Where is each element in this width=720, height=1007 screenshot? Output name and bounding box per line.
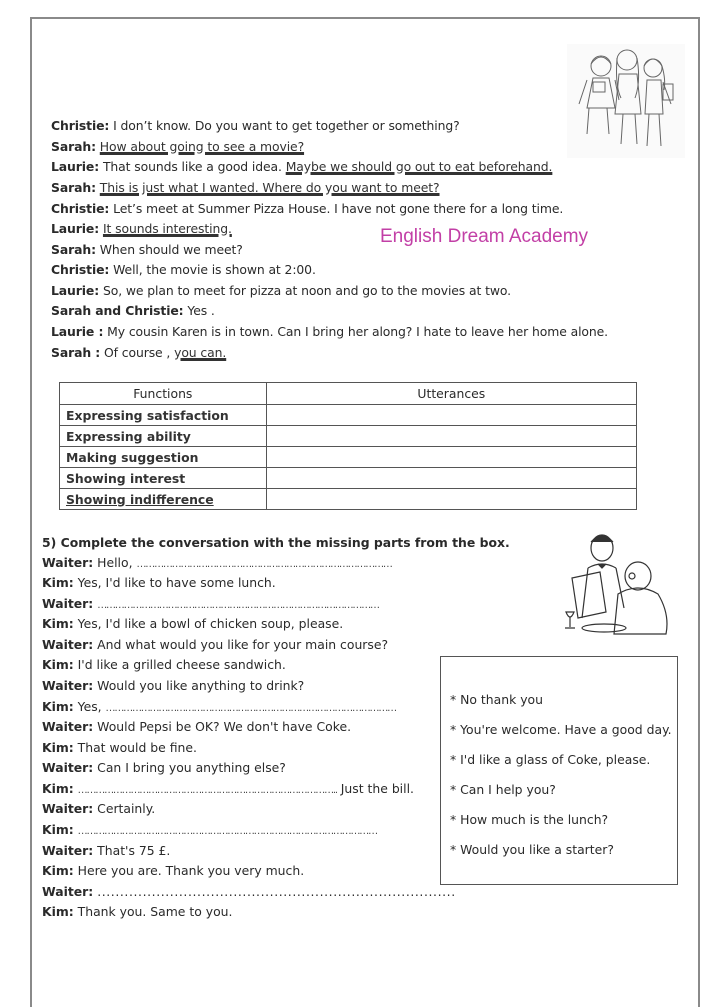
speaker: Sarah: [51, 242, 96, 257]
table-row [60, 426, 637, 447]
speaker: Waiter: [42, 637, 94, 652]
speaker: Sarah and Christie: [51, 303, 184, 318]
speaker: Laurie : [51, 324, 104, 339]
speaker: Christie: [51, 201, 110, 216]
conversation-line: Kim: Yes, ……………………………………………………………………………………… [42, 699, 396, 714]
conversation-line: Kim: I'd like a grilled cheese sandwich. [42, 657, 286, 672]
speaker: Sarah: [51, 139, 96, 154]
conversation-line: Waiter: And what would you like for your main course? [42, 637, 389, 652]
conversation-line: Kim: …………………………………………………………………………….. Just the bill. [42, 781, 414, 796]
function-cell: Expressing ability [60, 426, 267, 447]
function-cell: Showing indifference [60, 489, 267, 510]
conversation-line: Kim: Here you are. Thank you very much. [42, 863, 305, 878]
speaker: Waiter: [42, 719, 94, 734]
underlined-phrase: Maybe we should go out to eat beforehand. [285, 159, 553, 174]
dialogue-line [51, 221, 232, 237]
utterance-cell[interactable] [266, 489, 636, 510]
speaker: Christie: [51, 118, 110, 133]
dialogue-line: Sarah and Christie: Yes . [51, 303, 215, 318]
speaker: Waiter: [42, 678, 94, 693]
speaker: Waiter: [42, 843, 94, 858]
speaker: Waiter: [42, 596, 94, 611]
waiter-and-diner-illustration [552, 528, 682, 638]
option-item: * How much is the lunch? [450, 812, 609, 827]
line-text: I don’t know. Do you want to get together or something? [109, 118, 460, 133]
speaker: Kim: [42, 657, 74, 672]
speaker: Kim: [42, 904, 74, 919]
answer-blank[interactable]: …………………………………………………………………………………… [97, 600, 379, 611]
conversation-line: Waiter: Hello, …………………………………………………………………………… [42, 555, 392, 570]
answer-blank[interactable]: …………………………………………………………………………… [136, 559, 392, 570]
table-row [60, 489, 637, 510]
underlined-phrase: This is just what I wanted. Where do you want to meet? [99, 180, 440, 195]
dialogue-line [51, 139, 304, 155]
three-girls-illustration [567, 44, 685, 158]
option-item: * No thank you [450, 692, 543, 707]
speaker: Sarah: [51, 180, 96, 195]
function-cell: Showing interest [60, 468, 267, 489]
option-item: * Can I help you? [450, 782, 556, 797]
conversation-line [42, 822, 377, 840]
answer-blank[interactable]: …………………………………………………………………………….. [77, 785, 337, 796]
answer-blank[interactable]: ……………………………………………………………………………………… [105, 703, 396, 714]
table-header-row [60, 383, 637, 405]
utterance-cell[interactable] [266, 447, 636, 468]
dialogue-line: Christie: Let’s meet at Summer Pizza House. I have not gone there for a long time. [51, 201, 564, 216]
answer-blank[interactable]: ............................................................................... [97, 884, 456, 899]
utterance-cell[interactable] [266, 405, 636, 426]
dialogue-line: Laurie: That sounds like a good idea. Maybe we should go out to eat beforehand. [51, 159, 553, 174]
header-utterances: Utterances [266, 383, 636, 405]
speaker: Kim: [42, 699, 74, 714]
speaker: Kim: [42, 781, 74, 796]
speaker: Kim: [42, 575, 74, 590]
exercise-5-title: 5) Complete the conversation with the missing parts from the box. [42, 535, 510, 550]
speaker: Waiter: [42, 555, 94, 570]
speaker: Christie: [51, 262, 110, 277]
dialogue-line [51, 180, 440, 196]
conversation-line: Kim: That would be fine. [42, 740, 197, 755]
utterance-cell[interactable] [266, 468, 636, 489]
table-row [60, 468, 637, 489]
speaker: Waiter: [42, 801, 94, 816]
conversation-line: Waiter: Can I bring you anything else? [42, 760, 286, 775]
function-cell: Expressing satisfaction [60, 405, 267, 426]
dialogue-line: Laurie : My cousin Karen is in town. Can I bring her along? I hate to leave her home alone. [51, 324, 609, 339]
conversation-line [42, 596, 379, 614]
conversation-line [42, 884, 456, 900]
header-functions: Functions [60, 383, 267, 405]
speaker: Waiter: [42, 884, 94, 899]
answer-blank[interactable]: ………………………………………………………………………………………… [77, 826, 377, 837]
option-item: * I'd like a glass of Coke, please. [450, 752, 651, 767]
table-row [60, 447, 637, 468]
option-item: * You're welcome. Have a good day. [450, 722, 672, 737]
speaker: Kim: [42, 863, 74, 878]
academy-watermark: English Dream Academy [380, 226, 589, 247]
utterance-cell[interactable] [266, 426, 636, 447]
dialogue-line: Laurie: So, we plan to meet for pizza at noon and go to the movies at two. [51, 283, 511, 298]
speaker: Waiter: [42, 760, 94, 775]
conversation-line: Waiter: Would Pepsi be OK? We don't have Coke. [42, 719, 352, 734]
option-item: * Would you like a starter? [450, 842, 614, 857]
conversation-line: Waiter: Certainly. [42, 801, 156, 816]
speaker: Laurie: [51, 159, 100, 174]
conversation-line: Waiter: That's 75 £. [42, 843, 171, 858]
conversation-line: Kim: Thank you. Same to you. [42, 904, 233, 919]
dialogue-line [51, 118, 460, 134]
dialogue-line: Sarah : Of course , you can. [51, 345, 227, 360]
speaker: Laurie: [51, 283, 100, 298]
function-cell: Making suggestion [60, 447, 267, 468]
underlined-phrase: It sounds interesting. [102, 221, 232, 236]
options-box [440, 656, 678, 885]
speaker: Kim: [42, 822, 74, 837]
speaker: Laurie: [51, 221, 100, 236]
dialogue-line: Christie: Well, the movie is shown at 2:00. [51, 262, 316, 277]
conversation-line: Kim: Yes, I'd like to have some lunch. [42, 575, 276, 590]
underlined-phrase: you can. [174, 345, 227, 360]
speaker: Sarah : [51, 345, 101, 360]
speaker: Kim: [42, 740, 74, 755]
speaker: Kim: [42, 616, 74, 631]
table-row [60, 405, 637, 426]
underlined-phrase: How about going to see a movie? [99, 139, 305, 154]
conversation-line: Waiter: Would you like anything to drink? [42, 678, 305, 693]
conversation-line: Kim: Yes, I'd like a bowl of chicken soup, please. [42, 616, 344, 631]
functions-table [59, 382, 637, 510]
dialogue-line: Sarah: When should we meet? [51, 242, 243, 257]
